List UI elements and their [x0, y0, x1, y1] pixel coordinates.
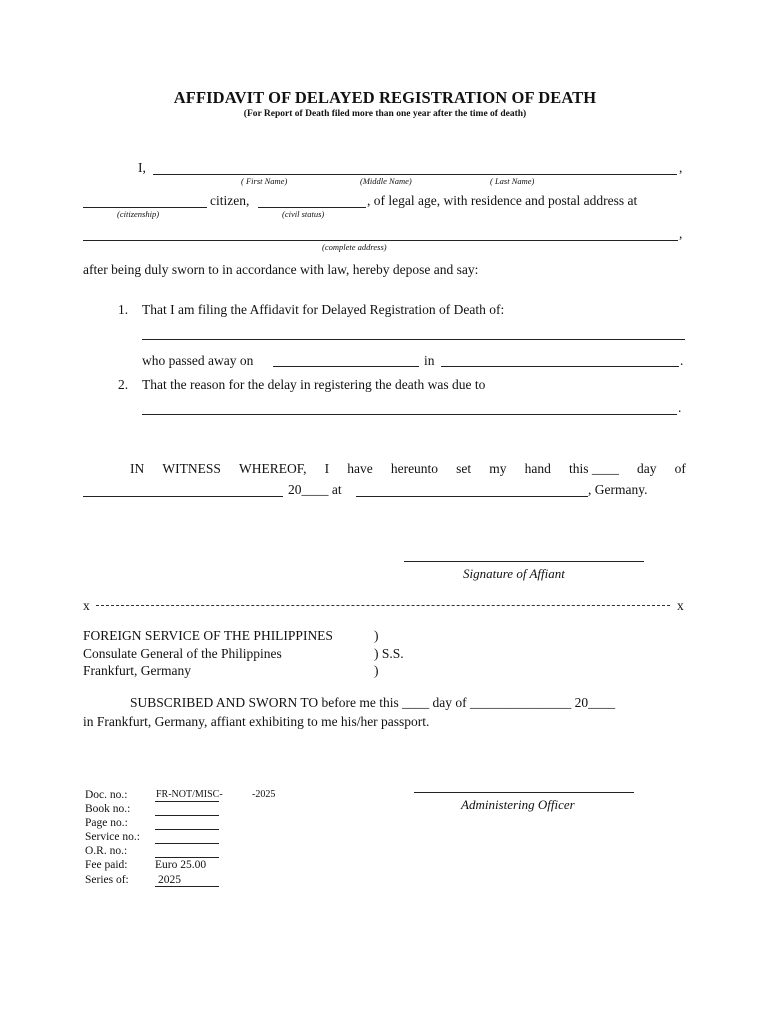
witness-year-prefix: 20____ at	[288, 482, 342, 497]
officer-signature-label: Administering Officer	[461, 797, 575, 812]
item-1-text: That I am filing the Affidavit for Delayed Registration of Death of:	[142, 302, 505, 317]
document-subtitle: (For Report of Death filed more than one year after the time of death)	[243, 109, 527, 119]
complete-address-field[interactable]	[83, 240, 678, 241]
item-2-number: 2.	[118, 377, 129, 392]
venue-line-2: Consulate General of the Philippines	[83, 646, 282, 661]
place-of-death-field[interactable]	[441, 366, 679, 367]
venue-paren-1: )	[374, 628, 379, 643]
complete-address-caption: (complete address)	[322, 242, 387, 252]
witness-word: hereunto	[390, 461, 439, 476]
witness-country: , Germany.	[588, 482, 648, 497]
doc-no-prefix: FR-NOT/MISC-	[156, 789, 223, 800]
page-no-label: Page no.:	[85, 817, 128, 829]
citizenship-field[interactable]	[83, 207, 207, 208]
venue-line-3: Frankfurt, Germany	[83, 663, 191, 678]
series-value: 2025	[158, 874, 181, 886]
doc-no-field[interactable]	[155, 801, 219, 802]
or-no-label: O.R. no.:	[85, 845, 128, 857]
venue-ss: ) S.S.	[374, 646, 404, 661]
passed-away-end: .	[680, 353, 684, 368]
address-trailing-comma: ,	[679, 226, 683, 241]
witness-word: of	[674, 461, 686, 476]
civil-status-field[interactable]	[258, 207, 366, 208]
venue-paren-3: )	[374, 663, 379, 678]
last-name-caption: ( Last Name)	[490, 176, 535, 186]
deceased-name-field[interactable]	[142, 339, 685, 340]
jurat-line-1: SUBSCRIBED AND SWORN TO before me this ____ day of _______________ 20____	[130, 695, 616, 710]
service-no-field[interactable]	[155, 843, 219, 844]
witness-word: IN	[130, 461, 145, 476]
reason-end: .	[678, 400, 682, 415]
witness-place-field[interactable]	[356, 496, 588, 497]
witness-line	[130, 461, 686, 477]
passed-away-in: in	[424, 353, 435, 368]
book-no-field[interactable]	[155, 815, 219, 816]
civil-status-caption: (civil status)	[282, 209, 325, 219]
doc-no-suffix: -2025	[252, 789, 276, 800]
citizen-text: citizen,	[210, 193, 250, 208]
book-no-label: Book no.:	[85, 803, 131, 815]
witness-word: WHEREOF,	[238, 461, 307, 476]
witness-word: this ____	[569, 461, 619, 476]
witness-word: have	[347, 461, 373, 476]
separator-dashes	[96, 605, 670, 606]
delay-reason-field[interactable]	[142, 414, 677, 415]
first-name-caption: ( First Name)	[241, 176, 288, 186]
or-no-field[interactable]	[155, 857, 219, 858]
affiant-pronoun: I,	[138, 160, 146, 175]
affiant-name-field[interactable]	[153, 174, 677, 175]
affiant-signature-label: Signature of Affiant	[463, 566, 565, 581]
depose-text: after being duly sworn to in accordance with law, hereby depose and say:	[83, 262, 479, 277]
witness-day-field[interactable]	[83, 496, 283, 497]
separator-right-x: x	[677, 598, 684, 613]
witness-word: day	[637, 461, 657, 476]
series-of-label: Series of:	[85, 874, 129, 886]
affiant-signature-field[interactable]	[404, 561, 644, 562]
date-of-death-field[interactable]	[273, 366, 419, 367]
series-field[interactable]	[155, 886, 219, 887]
service-no-label: Service no.:	[85, 831, 140, 843]
doc-no-label: Doc. no.:	[85, 789, 128, 801]
witness-word: WITNESS	[162, 461, 221, 476]
item-2-text: That the reason for the delay in registering the death was due to	[142, 377, 486, 392]
citizenship-caption: (citizenship)	[117, 209, 160, 219]
fee-paid-label: Fee paid:	[85, 859, 128, 871]
middle-name-caption: (Middle Name)	[360, 176, 412, 186]
name-trailing-comma: ,	[679, 160, 683, 175]
fee-paid-value: Euro 25.00	[155, 859, 207, 871]
officer-signature-field[interactable]	[414, 792, 634, 793]
witness-word: hand	[524, 461, 551, 476]
legal-age-text: , of legal age, with residence and postal address at	[367, 193, 638, 208]
passed-away-prefix: who passed away on	[142, 353, 254, 368]
witness-word: set	[456, 461, 472, 476]
witness-word: my	[489, 461, 507, 476]
venue-line-1: FOREIGN SERVICE OF THE PHILIPPINES	[83, 628, 333, 643]
separator-left-x: x	[83, 598, 90, 613]
jurat-line-2: in Frankfurt, Germany, affiant exhibiting to me his/her passport.	[83, 714, 430, 729]
page-no-field[interactable]	[155, 829, 219, 830]
witness-word: I	[324, 461, 330, 476]
item-1-number: 1.	[118, 302, 129, 317]
document-title: AFFIDAVIT OF DELAYED REGISTRATION OF DEATH	[173, 88, 597, 107]
